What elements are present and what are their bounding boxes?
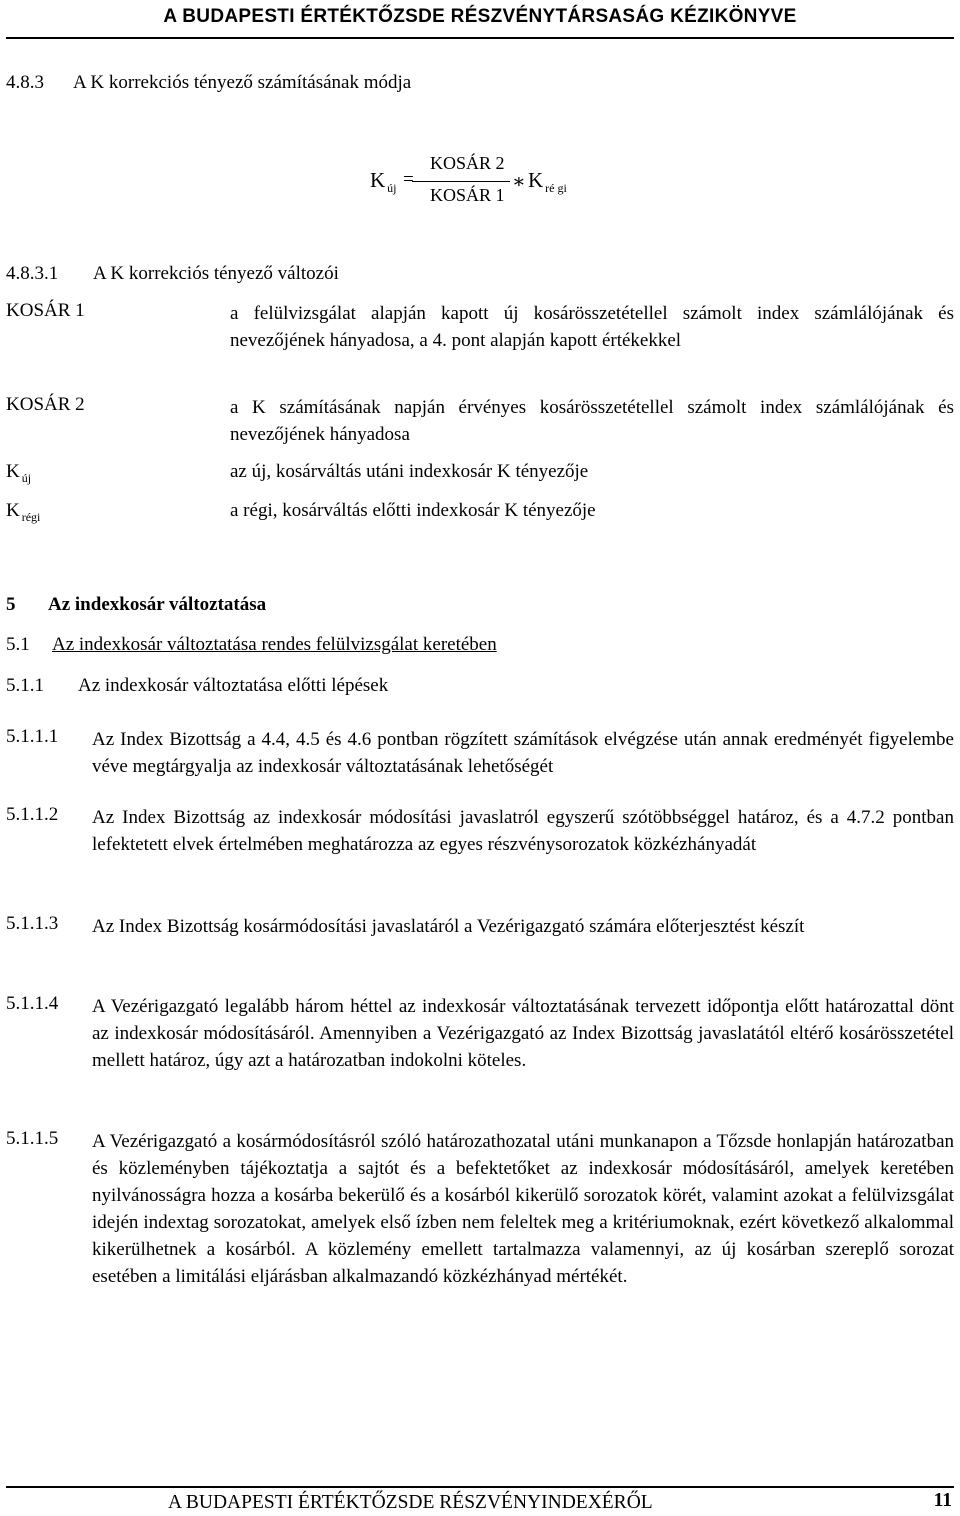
item-text: A Vezérigazgató a kosármódosításról szóló határozathozatal utáni munkanapon a Tőzsde honlapján határozatban és közleményben tájékoztatja a sajtót és a befektetőket az indexkosár módosításáról, amelyek keretében nyilvánosságra hozza a kosárba bekerülő és a kosárból kikerülő sorozatok körét, valamint azokat a felülvizsgálat idején indextag sorozatokat, amelyek első ízben nem feleltek meg a kritériumoknak, ezért következő alkalommal kikerülhetnek a kosárból. A közlemény emellett tartalmazza valamennyi, az új kosárban szereplő sorozat esetében a limitálási eljárásban alkalmazandó közkézhányad mértékét.: [92, 1131, 954, 1287]
section-number: 4.8.3.1: [6, 263, 59, 284]
item-text: A Vezérigazgató legalább három héttel az indexkosár változtatásának tervezett időpontja előtt határozattal dönt az indexkosár módosításáról. Amennyiben a Vezérigazgató az Index Bizottság javaslatától eltérő kosárösszetétel mellett határoz, úgy azt a határozatban indokolni köteles.: [92, 996, 954, 1071]
chapter-number: 5: [6, 594, 16, 615]
def-text: a K számításának napján érvényes kosárösszetétellel számolt index számlálójának és nevezőjének hányadosa: [230, 397, 954, 445]
def-term: K $_{új}$: [6, 461, 32, 485]
item-number: 5.1.1.1: [6, 726, 59, 747]
k-formula: [370, 148, 610, 214]
item-number: 5.1.1.2: [6, 804, 59, 825]
formula-times: ∗: [512, 171, 526, 193]
item-text: Az Index Bizottság a 4.4, 4.5 és 4.6 pontban rögzített számítások elvégzése után annak eredményét figyelembe véve megtárgyalja az indexkosár változtatásának lehetőségét: [92, 729, 954, 777]
section-number: 4.8.3: [6, 72, 44, 93]
header-rule: [6, 37, 954, 39]
section-title: A K korrekciós tényező változói: [93, 263, 339, 284]
def-term: KOSÁR 2: [6, 394, 85, 415]
section-number: 5.1: [6, 634, 30, 655]
chapter-title: Az indexkosár változtatása: [48, 594, 267, 615]
section-title: Az indexkosár változtatása rendes felülvizsgálat keretében: [52, 634, 497, 655]
page-footer: A BUDAPESTI ÉRTÉKTŐZSDE RÉSZVÉNYINDEXÉRŐL: [168, 1492, 653, 1513]
item-text: Az Index Bizottság kosármódosítási javaslatáról a Vezérigazgató számára előterjesztést készít: [92, 916, 805, 937]
def-text: a felülvizsgálat alapján kapott új kosárösszetétellel számolt index számlálójának és nevezőjének hányadosa, a 4. pont alapján kapott értékekkel: [230, 303, 954, 351]
formula-rhs: K $_{ré gi}$: [528, 168, 567, 195]
item-number: 5.1.1.5: [6, 1128, 59, 1149]
section-title: Az indexkosár változtatása előtti lépések: [78, 675, 389, 696]
def-text: az új, kosárváltás utáni indexkosár K tényezője: [230, 461, 589, 482]
section-title: A K korrekciós tényező számításának módja: [73, 72, 412, 93]
formula-lhs-sub: új: [387, 181, 397, 195]
formula-equals: =: [403, 169, 414, 190]
item-number: 5.1.1.3: [6, 913, 59, 934]
section-number: 5.1.1: [6, 675, 44, 696]
def-term: KOSÁR 1: [6, 300, 85, 321]
formula-rhs-sub: ré gi: [545, 181, 567, 195]
item-text: Az Index Bizottság az indexkosár módosítási javaslatról egyszerű szótöbbséggel határoz, és a 4.7.2 pontban lefektetett elvek értelmében meghatározza az egyes részvénysorozatok közkézhányadát: [92, 807, 954, 855]
def-text: a régi, kosárváltás előtti indexkosár K tényezője: [230, 500, 596, 521]
footer-rule: [6, 1486, 954, 1488]
page-number: 11: [933, 1490, 952, 1511]
formula-numerator: KOSÁR 2: [430, 153, 505, 173]
fraction-bar: [412, 181, 510, 182]
formula-lhs: K $_{új}$: [370, 168, 397, 195]
def-term-sub: új: [21, 471, 32, 485]
def-term-sub: régi: [21, 510, 41, 524]
page-header: A BUDAPESTI ÉRTÉKTŐZSDE RÉSZVÉNYTÁRSASÁG KÉZIKÖNYVE: [163, 6, 797, 27]
formula-denominator: KOSÁR 1: [430, 185, 505, 205]
item-number: 5.1.1.4: [6, 993, 59, 1014]
def-term: K $_{régi}$: [6, 500, 41, 524]
